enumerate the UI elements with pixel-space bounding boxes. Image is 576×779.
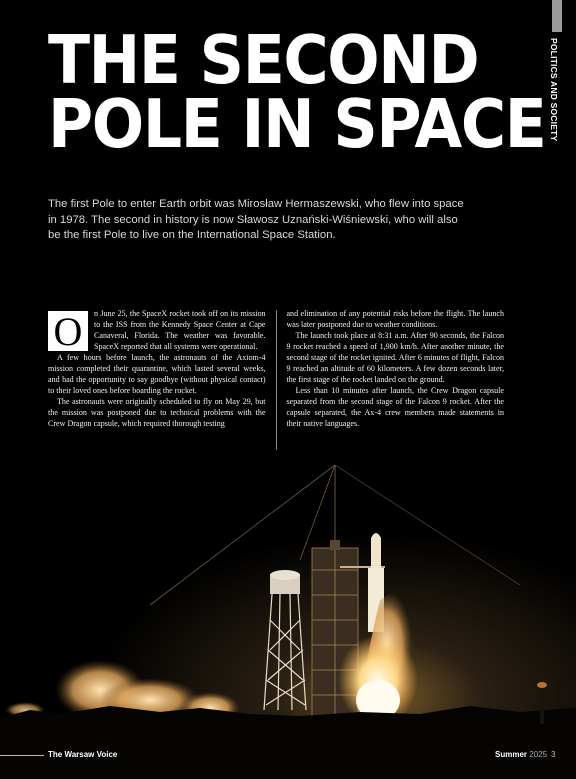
paragraph: Less than 10 minutes after launch, the Crew Dragon capsule separated from the second stage of the Falcon 9 rocket. After the capsule separated, the Ax-4 crew members made statements in their native languages. <box>286 386 504 429</box>
column-left <box>48 308 266 450</box>
section-tab-marker <box>552 0 562 32</box>
issue-date: Summer 2025 <box>495 750 548 759</box>
title-line-1: THE SECOND <box>48 21 479 99</box>
footer-rule <box>0 755 44 756</box>
paragraph: and elimination of any potential risks before the flight. The launch was later postponed due to weather conditions. <box>286 309 504 330</box>
section-label: POLITICS AND SOCIETY <box>549 38 559 142</box>
drop-cap: O <box>48 311 88 351</box>
article-title <box>48 21 546 163</box>
page-footer <box>0 748 576 768</box>
column-right <box>286 308 504 450</box>
title-line-2: POLE IN SPACE <box>48 85 546 163</box>
article-lead: The first Pole to enter Earth orbit was Mirosław Hermaszewski, who flew into space in 1978. The second in history is now Sławosz Uznański-Wiśniewski, who will also be the first Pole to live on the International Space Station. <box>48 198 464 241</box>
column-divider <box>276 310 277 450</box>
paragraph: The astronauts were originally scheduled to fly on May 29, but the mission was postponed due to technical problems with the Crew Dragon capsule, which required thorough testing <box>48 397 266 429</box>
paragraph: The launch took place at 8:31 a.m. After 90 seconds, the Falcon 9 rocket reached a speed of 1,900 km/h. After another minute, the second stage of the rocket ignited. After 6 minutes of flight, Falcon 9 reached an altitude of 60 kilometers. A few dozen seconds later, the first stage of the rocket landed on the ground. <box>286 331 504 385</box>
paragraph: O n June 25, the SpaceX rocket took off on its mission to the ISS from the Kennedy Space Center at Cape Canaveral, Florida. The weather was favorable. SpaceX reported that all systems were operational. <box>48 308 266 352</box>
page-number: 3 <box>551 750 556 759</box>
publication-name: The Warsaw Voice <box>48 750 118 759</box>
article-body <box>48 308 504 450</box>
paragraph: A few hours before launch, the astronauts of the Axiom-4 mission completed their quarantine, which lasted several weeks, and had the opportunity to say goodbye (without physical contact) to their loved ones before boarding the rocket. <box>48 353 266 396</box>
